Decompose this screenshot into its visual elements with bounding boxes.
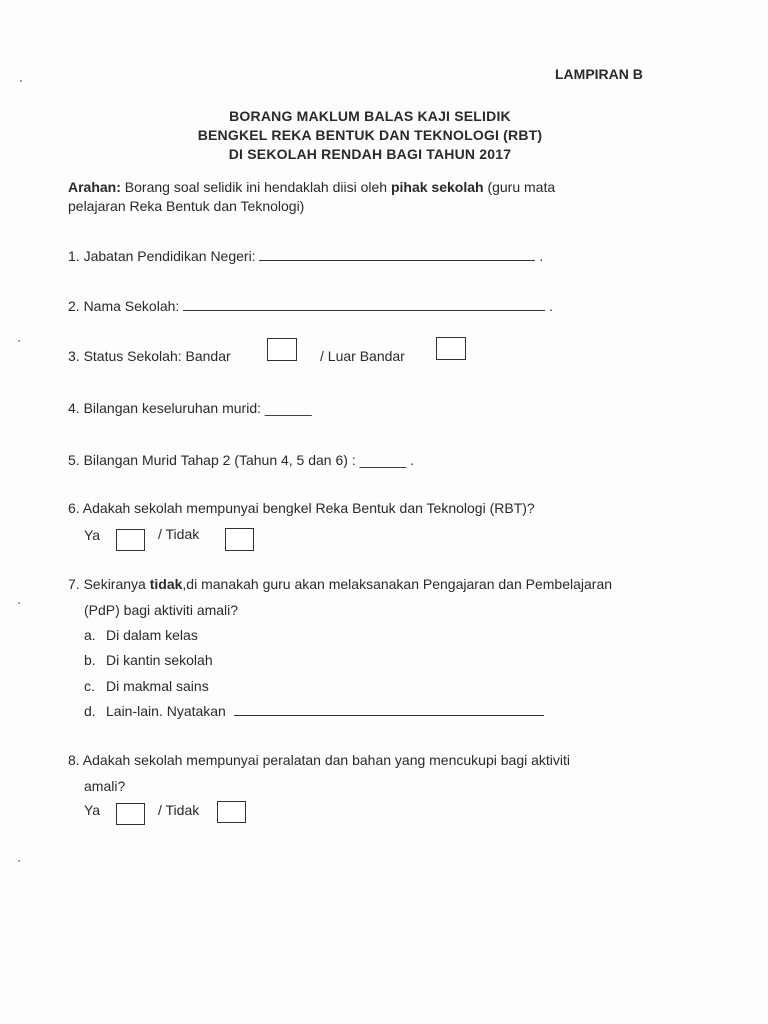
question-7-post: ,di manakah guru akan melaksanakan Pengajaran dan Pembelajaran (182, 576, 613, 592)
option-d-text: Lain-lain. Nyatakan (106, 703, 226, 719)
answer-line-jabatan[interactable] (259, 249, 535, 261)
answer-blank-jumlah-murid[interactable]: ______ (264, 400, 312, 416)
question-7-line2: (PdP) bagi aktiviti amali? (84, 602, 239, 618)
question-4 (68, 400, 312, 416)
instructions-text: Borang soal selidik ini hendaklah diisi oleh (120, 179, 391, 195)
question-1-text: 1. Jabatan Pendidikan Negeri: (68, 248, 256, 264)
option-d (84, 703, 544, 719)
option-b[interactable] (84, 652, 213, 668)
instructions-line2: pelajaran Reka Bentuk dan Teknologi) (68, 198, 305, 214)
question-5-text: 5. Bilangan Murid Tahap 2 (Tahun 4, 5 dan 6) : (68, 452, 356, 468)
question-8-tidak-label: / Tidak (158, 802, 200, 818)
checkbox-q8-ya[interactable] (116, 803, 145, 825)
option-b-text: Di kantin sekolah (106, 652, 213, 668)
margin-mark (18, 860, 20, 862)
question-3-option-luar-bandar: / Luar Bandar (320, 348, 405, 364)
instructions (68, 178, 555, 216)
form-title-line1: BORANG MAKLUM BALAS KAJI SELIDIK (229, 108, 511, 124)
option-c[interactable] (84, 678, 209, 694)
question-6-text: 6. Adakah sekolah mempunyai bengkel Reka Bentuk dan Teknologi (RBT)? (68, 500, 535, 516)
question-2-end: . (549, 298, 553, 314)
answer-blank-murid-tahap2[interactable]: ______ (359, 452, 407, 468)
question-5-end: . (410, 452, 415, 468)
option-a-letter: a. (84, 627, 96, 643)
instructions-bold: pihak sekolah (390, 179, 484, 195)
question-7-bold: tidak (149, 576, 183, 592)
question-3 (68, 348, 231, 364)
question-3-text: 3. Status Sekolah: Bandar (68, 348, 231, 364)
question-8-text: 8. Adakah sekolah mempunyai peralatan dan bahan yang mencukupi bagi aktiviti (68, 752, 570, 768)
margin-mark (20, 80, 22, 82)
instructions-label: Arahan: (68, 179, 121, 195)
question-2-text: 2. Nama Sekolah: (68, 298, 180, 314)
checkbox-q6-tidak[interactable] (225, 528, 254, 551)
checkbox-q8-tidak[interactable] (217, 801, 246, 823)
question-2 (68, 298, 553, 314)
margin-mark (18, 340, 20, 342)
option-a-text: Di dalam kelas (106, 627, 198, 643)
lampiran-label: LAMPIRAN B (555, 66, 643, 82)
option-a[interactable] (84, 627, 198, 643)
question-7-text (68, 576, 612, 592)
question-7-pre: 7. Sekiranya (68, 576, 150, 592)
question-5 (68, 452, 414, 468)
checkbox-bandar[interactable] (267, 338, 297, 361)
form-title-line3: DI SEKOLAH RENDAH BAGI TAHUN 2017 (228, 146, 512, 162)
option-b-letter: b. (84, 652, 96, 668)
question-8-ya-label: Ya (84, 802, 101, 818)
form-title-line2: BENGKEL REKA BENTUK DAN TEKNOLOGI (RBT) (197, 127, 543, 143)
option-d-letter: d. (84, 703, 96, 719)
question-8-line2: amali? (84, 778, 126, 794)
question-1 (68, 248, 543, 264)
question-6-ya-label: Ya (84, 527, 101, 543)
instructions-text-end: (guru mata (483, 179, 556, 195)
checkbox-luar-bandar[interactable] (436, 337, 466, 360)
answer-line-nyatakan[interactable] (234, 704, 544, 716)
margin-mark (18, 602, 20, 604)
question-6-tidak-label: / Tidak (158, 526, 200, 542)
option-c-text: Di makmal sains (106, 678, 209, 694)
answer-line-nama-sekolah[interactable] (183, 299, 545, 311)
option-c-letter: c. (84, 678, 95, 694)
checkbox-q6-ya[interactable] (116, 529, 145, 551)
question-1-end: . (539, 248, 544, 264)
question-4-text: 4. Bilangan keseluruhan murid: (68, 400, 262, 416)
